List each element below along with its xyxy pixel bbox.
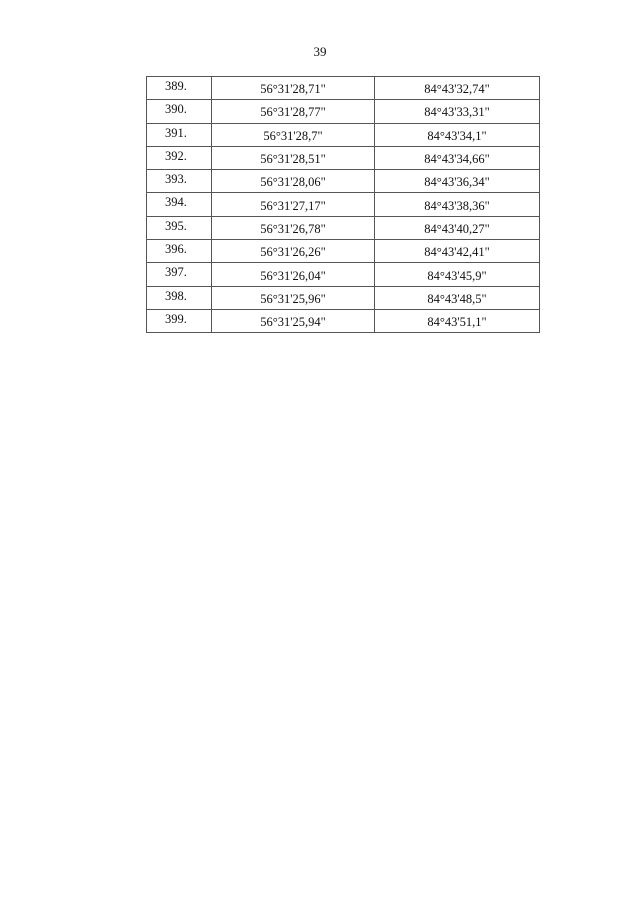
latitude-cell: 56°31'26,78": [212, 216, 375, 239]
table-row: [147, 216, 540, 239]
latitude-cell: 56°31'28,51": [212, 146, 375, 169]
row-number: 399.: [147, 309, 212, 332]
longitude-cell: 84°43'40,27": [375, 216, 540, 239]
table-row: [147, 123, 540, 146]
table-row: [147, 263, 540, 286]
latitude-cell: 56°31'28,71": [212, 77, 375, 100]
row-number: 393.: [147, 170, 212, 193]
row-number: 390.: [147, 100, 212, 123]
page-number: 39: [313, 44, 327, 59]
longitude-cell: 84°43'51,1": [375, 309, 540, 332]
row-number: 395.: [147, 216, 212, 239]
table-row: [147, 77, 540, 100]
row-number: 389.: [147, 77, 212, 100]
latitude-cell: 56°31'26,26": [212, 240, 375, 263]
longitude-cell: 84°43'42,41": [375, 240, 540, 263]
longitude-cell: 84°43'34,66": [375, 146, 540, 169]
latitude-cell: 56°31'25,94": [212, 309, 375, 332]
row-number: 392.: [147, 146, 212, 169]
table-row: [147, 240, 540, 263]
table-row: [147, 286, 540, 309]
table-row: [147, 146, 540, 169]
coordinates-table: [146, 76, 540, 333]
latitude-cell: 56°31'27,17": [212, 193, 375, 216]
row-number: 397.: [147, 263, 212, 286]
row-number: 398.: [147, 286, 212, 309]
table-row: [147, 100, 540, 123]
longitude-cell: 84°43'32,74": [375, 77, 540, 100]
row-number: 396.: [147, 240, 212, 263]
latitude-cell: 56°31'28,77": [212, 100, 375, 123]
latitude-cell: 56°31'26,04": [212, 263, 375, 286]
row-number: 391.: [147, 123, 212, 146]
longitude-cell: 84°43'38,36": [375, 193, 540, 216]
table-row: [147, 193, 540, 216]
longitude-cell: 84°43'48,5": [375, 286, 540, 309]
latitude-cell: 56°31'28,06": [212, 170, 375, 193]
table-row: [147, 170, 540, 193]
row-number: 394.: [147, 193, 212, 216]
longitude-cell: 84°43'34,1": [375, 123, 540, 146]
latitude-cell: 56°31'25,96": [212, 286, 375, 309]
longitude-cell: 84°43'45,9": [375, 263, 540, 286]
latitude-cell: 56°31'28,7": [212, 123, 375, 146]
longitude-cell: 84°43'33,31": [375, 100, 540, 123]
longitude-cell: 84°43'36,34": [375, 170, 540, 193]
table-row: [147, 309, 540, 332]
